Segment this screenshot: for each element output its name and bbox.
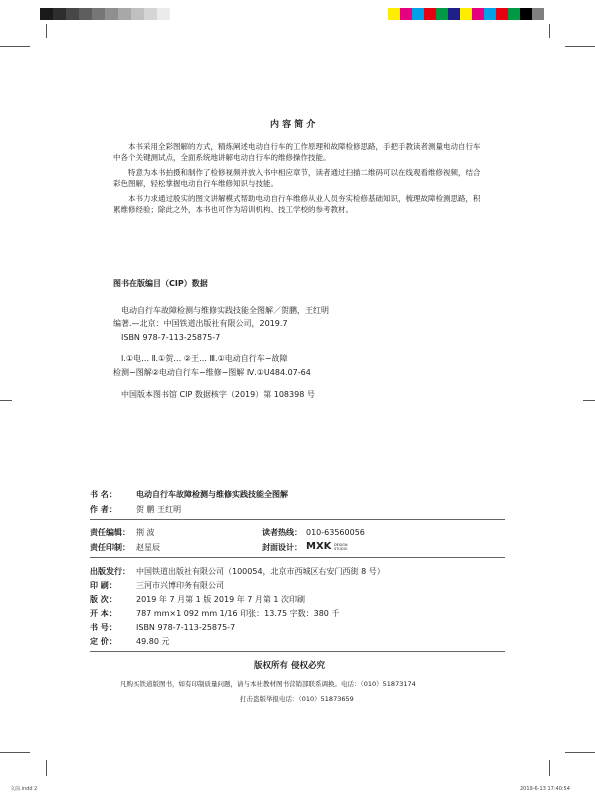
author-value: 贺 鹏 王红明 [136,505,182,514]
process-swatch [400,8,412,20]
crop-mark-tl-v [46,24,47,38]
process-swatch [424,8,436,20]
divider-3 [90,651,505,652]
edition-value: 2019 年 7 月第 1 版 2019 年 7 月第 1 次印刷 [136,595,306,604]
process-swatch [520,8,532,20]
intro-paragraph-2: 特意为本书拍摄和制作了检修视频并放入书中相应章节，读者通过扫描二维码可以在线观看维修视频，结合彩色图解，轻松掌握电动自行车维修知识与技能。 [113,168,481,188]
process-swatch [472,8,484,20]
gray-swatch [131,8,144,20]
gray-swatch [118,8,131,20]
crop-mark-bl-h [0,752,30,753]
slug-right: 2019-6-13 17:40:54 [520,786,570,792]
gray-swatch [53,8,66,20]
price-value: 49.80 元 [136,637,170,646]
cip-line-2: 编著.—北京：中国铁道出版社有限公司，2019.7 [113,319,288,328]
format-label: 开 本： [90,609,117,618]
divider-1 [90,519,505,520]
process-swatch [460,8,472,20]
hotline-value: 010-63560056 [306,528,365,537]
isbn-value: ISBN 978-7-113-25875-7 [136,623,236,632]
process-swatch [448,8,460,20]
design-label: 封面设计： [262,543,302,552]
gray-swatch [40,8,53,20]
publisher-label: 出版发行： [90,567,130,576]
crop-mark-br-v [549,760,550,776]
gray-swatch [105,8,118,20]
process-swatch [436,8,448,20]
print-value: 三河市兴博印务有限公司 [136,581,224,590]
price-label: 定 价： [90,637,117,646]
gray-swatch [157,8,170,20]
printing-value: 赵星辰 [136,543,160,552]
gray-swatch [79,8,92,20]
cip-line-6: 中国版本图书馆 CIP 数据核字（2019）第 108398 号 [121,390,315,399]
printing-label: 责任印制： [90,543,130,552]
registration-mark-left [0,400,12,401]
gray-color-bar [40,8,170,20]
gray-swatch [144,8,157,20]
intro-paragraph-3: 本书力求通过殷实的图文讲解模式帮助电动自行车维修从业人员夯实检修基础知识，梳理故障检测思路，积累维修经验；除此之外，本书也可作为培训机构、技工学校的参考教材。 [113,194,481,214]
crop-mark-tl-h [0,46,30,47]
format-value: 787 mm×1 092 mm 1/16 印张：13.75 字数：380 千 [136,609,340,618]
crop-mark-tr-v [549,24,550,38]
process-color-bar [388,8,544,20]
isbn-label: 书 号： [90,623,117,632]
edition-label: 版 次： [90,595,117,604]
crop-mark-tr-h [565,46,595,47]
mxk-logo: MXK [306,541,332,552]
gray-swatch [66,8,79,20]
cip-line-3: ISBN 978-7-113-25875-7 [121,333,221,342]
editor-label: 责任编辑： [90,528,130,537]
crop-mark-br-h [565,752,595,753]
cip-line-1: 电动自行车故障检测与维修实践技能全图解／贺鹏，王红明 [121,306,329,315]
print-label: 印 刷： [90,581,117,590]
process-swatch [412,8,424,20]
book-label: 书 名： [90,490,117,499]
copyright-line-2: 打击盗版举报电话：（010）51873659 [240,695,354,703]
intro-paragraph-1: 本书采用全彩图解的方式，精炼阐述电动自行车的工作原理和故障检修思路，手把手教读者测量电动自行车中各个关键测试点，全面系统地讲解电动自行车的维修操作技能。 [113,142,481,162]
process-swatch [508,8,520,20]
crop-mark-bl-v [46,760,47,776]
slug-left: 文前.indd 2 [10,786,38,792]
intro-title: 内 容 简 介 [270,120,316,130]
process-swatch [484,8,496,20]
gray-swatch [92,8,105,20]
cip-line-5: 检测−图解②电动自行车−维修−图解 Ⅳ.①U484.07-64 [113,368,311,377]
process-swatch [532,8,544,20]
cip-heading: 图书在版编目（CIP）数据 [113,279,208,288]
editor-value: 荆 波 [136,528,155,537]
mxk-logo-small: DESIGN STUDIO [333,542,348,551]
process-swatch [388,8,400,20]
author-label: 作 者： [90,505,117,514]
book-value: 电动自行车故障检测与维修实践技能全图解 [136,490,288,499]
process-swatch [496,8,508,20]
publisher-value: 中国铁道出版社有限公司（100054，北京市西城区右安门西街 8 号） [136,567,385,576]
copyright-title: 版权所有 侵权必究 [254,661,325,671]
copyright-line-1: 凡购买铁道版图书，如有印制质量问题，请与本社教材图书营销部联系调换。电话：（010）51873174 [120,680,416,688]
divider-2 [90,557,505,558]
cip-line-4: Ⅰ.①电… Ⅱ.①贺… ②王… Ⅲ.①电动自行车−故障 [121,354,288,363]
hotline-label: 读者热线： [262,528,302,537]
registration-mark-right [583,400,595,401]
design-logo [306,541,350,552]
